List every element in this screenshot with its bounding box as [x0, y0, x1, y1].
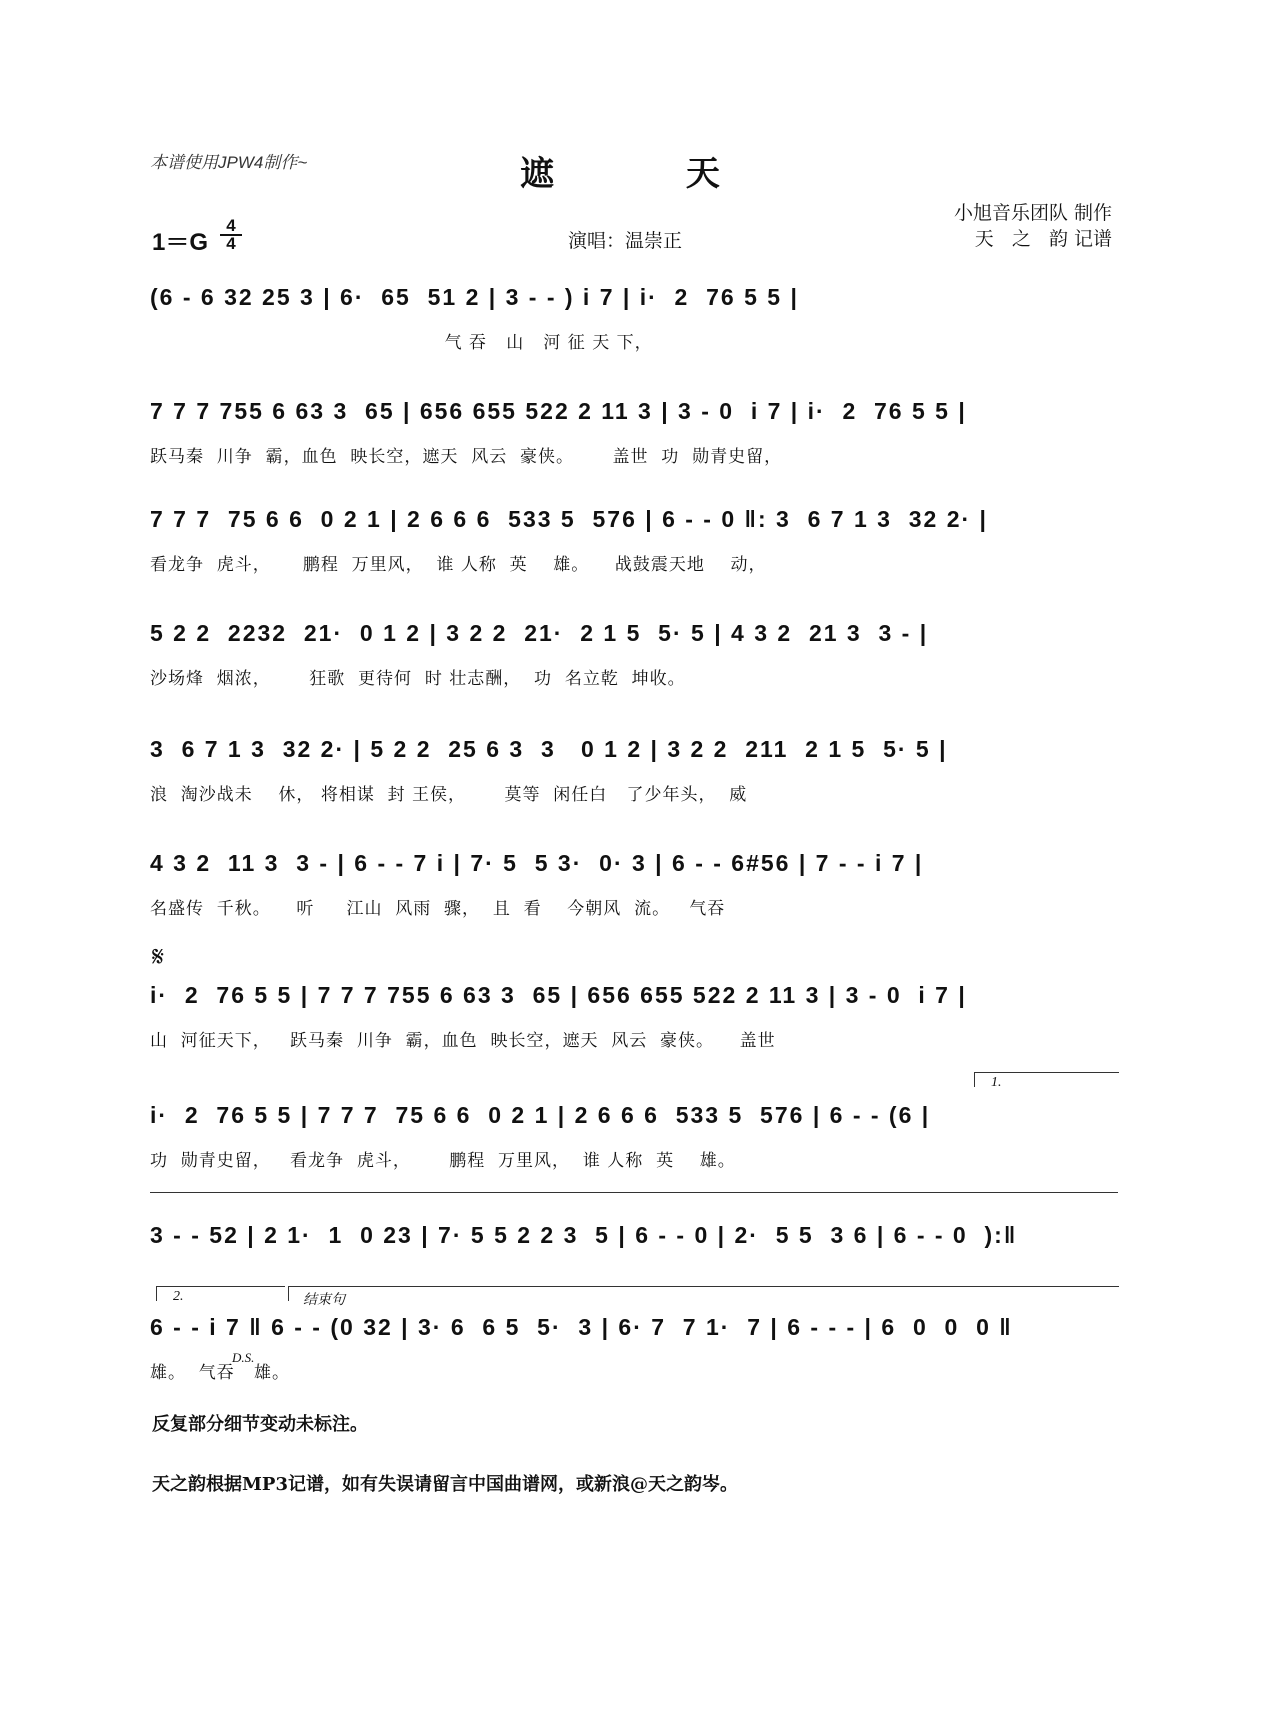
- notes-line: 6 - - i 7 ‖ 6 - - (0 32 | 3· 6 6 5 5· 3 | 6· 7 7 1· 7 | 6 - - - | 6 0 0 0 ‖: [150, 1314, 1013, 1340]
- time-signature-denominator: 4: [220, 234, 242, 252]
- lyrics-line: 沙场烽 烟浓， 狂歌 更待何 时 壮志酬， 功 名立乾 坤收。: [150, 669, 686, 689]
- lyrics-line: 山 河征天下， 跃马秦 川争 霸，血色 映长空，遮天 风云 豪侠。 盖世: [150, 1031, 776, 1051]
- credit-transcriber: 天 之 韵 记谱: [974, 228, 1112, 250]
- footnote-transcriber: 天之韵根据MP3记谱，如有失误请留言中国曲谱网，或新浪@天之韵岑。: [152, 1474, 738, 1495]
- credit-producer: 小旭音乐团队 制作: [953, 202, 1112, 224]
- software-note: 本谱使用JPW4制作~: [150, 153, 308, 172]
- lyrics-line: 功 勋青史留， 看龙争 虎斗， 鹏程 万里风， 谁 人称 英 雄。: [150, 1151, 736, 1171]
- first-ending-continuation-line: [150, 1192, 1118, 1193]
- notes-line: 7 7 7 755 6 63 3 65 | 656 655 522 2 11 3 | 3 - 0 i 7 | i· 2 76 5 5 |: [150, 398, 967, 424]
- ending-phrase-label: 结束句: [303, 1293, 345, 1308]
- notes-line: 4 3 2 11 3 3 - | 6 - - 7 i | 7· 5 5 3· 0· 3 | 6 - - 6#56 | 7 - - i 7 |: [150, 850, 924, 876]
- second-ending-bracket: [156, 1286, 285, 1304]
- notes-line: i· 2 76 5 5 | 7 7 7 75 6 6 0 2 1 | 2 6 6 6 533 5 576 | 6 - - (6 |: [150, 1102, 931, 1128]
- notes-line: i· 2 76 5 5 | 7 7 7 755 6 63 3 65 | 656 655 522 2 11 3 | 3 - 0 i 7 |: [150, 982, 967, 1008]
- notes-line: 7 7 7 75 6 6 0 2 1 | 2 6 6 6 533 5 576 | 6 - - 0 ‖: 3 6 7 1 3 32 2· |: [150, 506, 988, 532]
- second-ending-label: 2.: [173, 1289, 184, 1304]
- key-signature: 1＝G: [152, 229, 209, 256]
- lyrics-line: 名盛传 千秋。 听 江山 风雨 骤， 且 看 今朝风 流。 气吞: [150, 899, 726, 919]
- lyrics-line: 浪 淘沙战未 休， 将相谋 封 王侯， 莫等 闲任白 了少年头， 威: [150, 785, 748, 805]
- lyrics-line: 看龙争 虎斗， 鹏程 万里风， 谁 人称 英 雄。 战鼓震天地 动，: [150, 555, 767, 575]
- footnote-repeat: 反复部分细节变动未标注。: [152, 1414, 368, 1435]
- notes-line: (6 - 6 32 25 3 | 6· 65 51 2 | 3 - - ) i 7 | i· 2 76 5 5 |: [150, 284, 799, 310]
- time-signature-numerator: 4: [226, 216, 236, 235]
- lyrics-line: 雄。 气吞 雄。: [150, 1363, 291, 1383]
- lyrics-line: 跃马秦 川争 霸，血色 映长空，遮天 风云 豪侠。 盖世 功 勋青史留，: [150, 447, 783, 467]
- lyrics-line: 气 吞 山 河 征 天 下，: [150, 333, 653, 353]
- notes-line: 3 - - 52 | 2 1· 1 0 23 | 7· 5 5 2 2 3 5 | 6 - - 0 | 2· 5 5 3 6 | 6 - - 0 ):‖: [150, 1222, 1018, 1248]
- segno-sign: 𝄋: [152, 940, 165, 973]
- ending-phrase-bracket: [288, 1286, 1119, 1308]
- notes-line: 3 6 7 1 3 32 2· | 5 2 2 25 6 3 3 0 1 2 | 3 2 2 211 2 1 5 5· 5 |: [150, 736, 948, 762]
- page-title: 遮 天: [520, 154, 780, 194]
- notes-line: 5 2 2 2232 21· 0 1 2 | 3 2 2 21· 2 1 5 5· 5 | 4 3 2 21 3 3 - |: [150, 620, 929, 646]
- da-segno-marker: D.S.: [232, 1350, 255, 1365]
- singer: 演唱：温崇正: [568, 230, 683, 252]
- time-signature: [220, 218, 242, 252]
- first-ending-bracket: [974, 1072, 1119, 1090]
- first-ending-label: 1.: [991, 1075, 1002, 1090]
